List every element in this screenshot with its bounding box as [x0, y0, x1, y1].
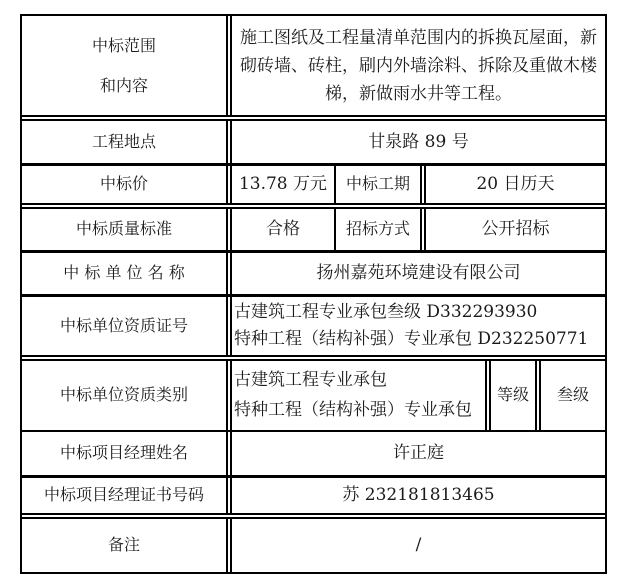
- cert-no-label: 中标单位资质证号: [22, 297, 232, 355]
- manager-name-label: 中标项目经理姓名: [22, 432, 232, 475]
- method-label: 招标方式: [336, 209, 426, 250]
- cert-no-line2: 特种工程（结构补强）专业承包 D232250771: [234, 328, 589, 349]
- price-value: 13.78 万元: [232, 166, 336, 203]
- cert-type-line1: 古建筑工程专业承包: [234, 369, 387, 390]
- manager-cert-value: 苏 232181813465: [342, 485, 495, 506]
- row-manager-cert: [22, 478, 605, 519]
- company-value: 扬州嘉苑环境建设有限公司: [316, 263, 521, 284]
- remark-value: /: [415, 535, 422, 556]
- row-company: [22, 253, 605, 297]
- company-label: 中 标 单 位 名 称: [22, 253, 232, 294]
- scope-label-line2: 和内容: [99, 75, 148, 95]
- row-manager-name: [22, 432, 605, 478]
- row-quality: [22, 209, 605, 253]
- bid-award-info-table: [20, 14, 607, 574]
- scope-label-line1: 中标范围: [91, 36, 156, 56]
- row-scope: [22, 16, 605, 121]
- cert-type-label: 中标单位资质类别: [22, 361, 232, 430]
- cert-type-line2: 特种工程（结构补强）专业承包: [234, 399, 472, 420]
- row-cert-type: [22, 361, 605, 432]
- grade-label: 等级: [491, 361, 541, 430]
- quality-value: 合格: [232, 209, 336, 250]
- scope-label: [22, 16, 232, 115]
- method-value: 公开招标: [481, 219, 550, 240]
- row-cert-no: [22, 297, 605, 361]
- location-label: 工程地点: [22, 121, 232, 163]
- location-value: 甘泉路 89 号: [368, 131, 469, 152]
- row-remark: [22, 519, 605, 572]
- manager-cert-label: 中标项目经理证书号码: [22, 478, 232, 513]
- row-price: [22, 166, 605, 209]
- row-location: [22, 121, 605, 166]
- duration-label: 中标工期: [336, 166, 426, 203]
- price-label: 中标价: [22, 166, 232, 203]
- quality-label: 中标质量标准: [22, 209, 232, 250]
- manager-name-value: 许正庭: [393, 443, 444, 464]
- grade-value: 叁级: [556, 385, 589, 405]
- cert-type-value: [232, 361, 491, 430]
- remark-label: 备注: [22, 519, 232, 572]
- scope-content: 施工图纸及工程量清单范围内的拆换瓦屋面，新砌砖墙、砖柱，刷内外墙涂料、拆除及重做木楼梯，新做雨水井等工程。: [240, 27, 597, 104]
- duration-value: 20 日历天: [476, 174, 555, 195]
- cert-no-line1: 古建筑工程专业承包叁级 D332293930: [234, 302, 538, 323]
- cert-no-value: [232, 297, 605, 355]
